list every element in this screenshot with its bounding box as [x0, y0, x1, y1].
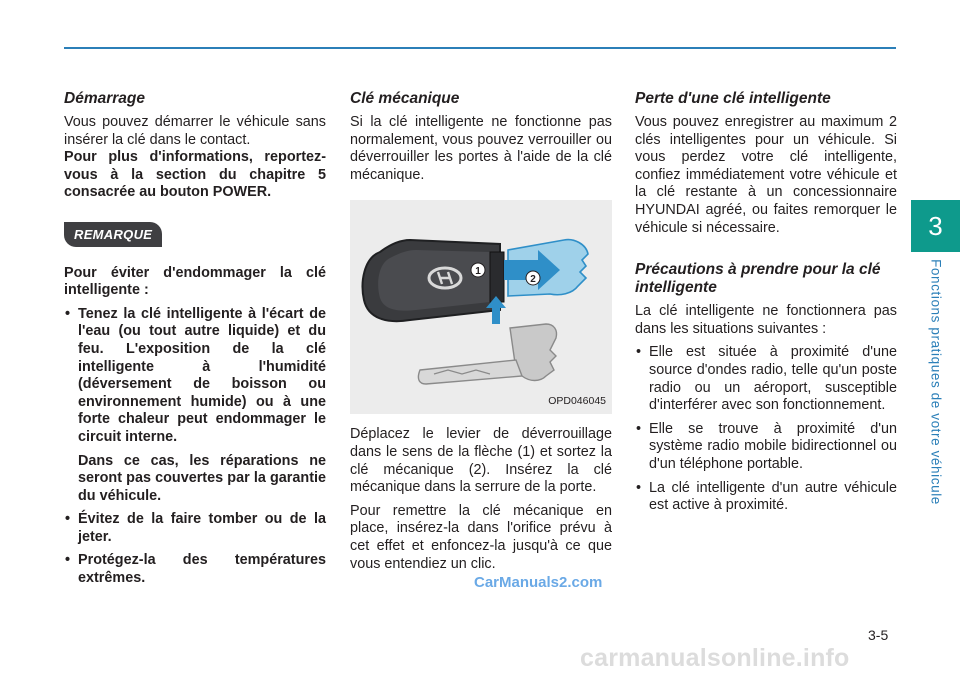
release-lever [490, 252, 504, 302]
precautions-bullet-list [635, 344, 897, 514]
page-number: 3-5 [868, 627, 889, 643]
paragraph-lost-key: Vous pouvez enregistrer au maximum 2 clés intelligentes pour un véhicule. Si vous perdez votre clé intelligente, confiez immédiatement votre véhicule et la clé restante à un concessionnaire HYUNDAI agréé, ou faites remorquer le véhicule si nécessaire. [635, 114, 897, 236]
paragraph-replace-key: Pour remettre la clé mécanique en place, insérez-la dans l'orifice prévu à cet effet et enfoncez-la jusqu'à ce que vous entendiez un clic. [350, 502, 612, 572]
list-item: • Elle se trouve à proximité d'un système radio mobile bidirectionnel ou d'un téléphone portable. [635, 421, 897, 474]
column-left [64, 90, 326, 594]
column-right [635, 90, 897, 521]
chapter-tab[interactable]: 3 [911, 200, 960, 252]
section-heading-demarrage: Démarrage [64, 90, 145, 107]
paragraph-mechanical-key: Si la clé intelligente ne fonctionne pas normalement, vous pouvez verrouiller ou déverrouiller les portes à l'aide de la clé mécanique. [350, 114, 612, 183]
chapter-title: Fonctions pratiques de votre véhicule [928, 259, 944, 505]
list-item: • Protégez-la des températures extrêmes. [64, 552, 326, 587]
top-rule [64, 47, 896, 49]
list-item: • Elle est située à proximité d'une source d'ondes radio, telle qu'un poste radio ou un aéroport, susceptible d'interférer avec son fonctionnement. [635, 344, 897, 414]
note-badge: REMARQUE [64, 222, 162, 247]
note-intro: Pour éviter d'endommager la clé intelligente : [64, 264, 326, 299]
callout-2: 2 [530, 274, 536, 286]
footer-watermark: carmanualsonline.info [580, 644, 850, 672]
section-heading-precautions: Précautions à prendre pour la clé intelligente [635, 261, 881, 297]
figure-smart-key [350, 200, 612, 414]
section-heading-cle-mecanique: Clé mécanique [350, 90, 460, 107]
paragraph-remove-key: Déplacez le levier de déverrouillage dans le sens de la flèche (1) et sortez la clé mécanique (2). Insérez la clé mécanique dans la serrure de la porte. [350, 426, 612, 496]
paragraph-reference: Pour plus d'informations, reportez-vous à la section du chapitre 5 consacrée au bouton POWER. [64, 149, 326, 201]
list-item: • La clé intelligente d'un autre véhicule est active à proximité. [635, 480, 897, 515]
column-middle [350, 90, 612, 573]
list-item: • Tenez la clé intelligente à l'écart de l'eau (ou tout autre liquide) et du feu. L'exposition de la clé intelligente à l'humidité (déversement de boisson ou environnement humide) ou à une forte chaleur peut endommager le circuit interne. [64, 306, 326, 447]
watermark-link[interactable]: CarManuals2.com [474, 574, 603, 591]
callout-1: 1 [475, 266, 481, 278]
section-heading-perte-cle: Perte d'une clé intelligente [635, 90, 831, 107]
list-item: • Évitez de la faire tomber ou de la jeter. [64, 511, 326, 546]
key-fob-face [378, 250, 490, 311]
smart-key-illustration [350, 200, 612, 414]
figure-code: OPD046045 [548, 394, 606, 407]
note-sub-paragraph: Dans ce cas, les réparations ne seront pas couvertes par la garantie du véhicule. [78, 452, 326, 504]
note-bullet-list-2 [64, 511, 326, 587]
note-bullet-list [64, 306, 326, 447]
paragraph-precautions-intro: La clé intelligente ne fonctionnera pas dans les situations suivantes : [635, 303, 897, 337]
paragraph-start: Vous pouvez démarrer le véhicule sans insérer la clé dans le contact. [64, 114, 326, 148]
